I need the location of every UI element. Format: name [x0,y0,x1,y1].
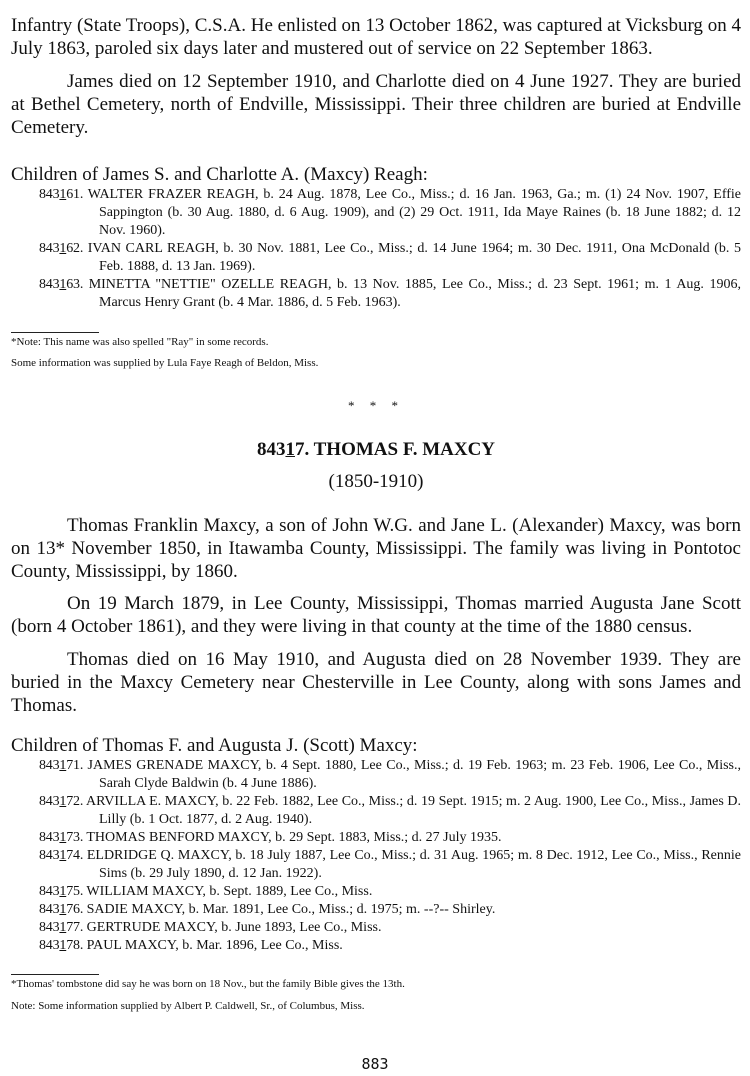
child-number: 843172. [39,794,84,809]
child-entry [11,937,741,955]
children-list [11,186,741,312]
child-text: THOMAS BENFORD MAXCY, b. 29 Sept. 1883, Miss.; d. 27 July 1935. [86,830,502,845]
children-heading: Children of Thomas F. and Augusta J. (Scott) Maxcy: [11,735,418,756]
children-section-maxcy [11,734,741,955]
footnotes-maxcy [11,974,741,1013]
bio-paragraph-1: Thomas Franklin Maxcy, a son of John W.G. and Jane L. (Alexander) Maxcy, was born on 13* November 1850, in Itawamba County, Mississippi. The family was living in Pontotoc County, Mississippi, by 1860. [11,515,741,582]
child-entry [11,186,741,240]
child-number: 843178. [39,938,84,953]
child-text: PAUL MAXCY, b. Mar. 1896, Lee Co., Miss. [86,938,343,953]
child-number: 843175. [39,884,84,899]
section-dates: (1850-1910) [328,471,424,492]
child-number: 843176. [39,902,84,917]
intro-paragraph-2: James died on 12 September 1910, and Charlotte died on 4 June 1927. They are buried at Bethel Cemetery, north of Endville, Mississippi. Their three children are buried at Endville Cemetery. [11,71,741,138]
child-text: GERTRUDE MAXCY, b. June 1893, Lee Co., Miss. [86,920,382,935]
child-entry [11,919,741,937]
child-number: 843163. [39,277,84,292]
footnote-rule [11,974,99,975]
child-number: 843161. [39,187,84,202]
child-text: IVAN CARL REAGH, b. 30 Nov. 1881, Lee Co., Miss.; d. 14 June 1964; m. 30 Dec. 1911, Ona McDonald (b. 5 Feb. 1888, d. 13 Jan. 1969). [87,241,741,274]
child-entry [11,883,741,901]
child-text: WALTER FRAZER REAGH, b. 24 Aug. 1878, Lee Co., Miss.; d. 16 Jan. 1963, Ga.; m. (1) 24 Nov. 1907, Effie Sappington (b. 30 Aug. 1880, d. 6 Aug. 1909), and (2) 29 Oct. 1911, Ida Maye Raines (b. 18 June 1882; d. 12 Nov. 1960). [87,187,741,238]
child-text: ARVILLA E. MAXCY, b. 22 Feb. 1882, Lee Co., Miss.; d. 19 Sept. 1915; m. 2 Aug. 1900, Lee Co., Miss., James D. Lilly (b. 1 Oct. 1877, d. 2 Aug. 1940). [85,794,741,827]
footnote-1: *Thomas' tombstone did say he was born on 18 Nov., but the family Bible gives the 13th. [11,978,405,990]
child-number: 843171. [39,758,84,773]
footnote-2: Some information was supplied by Lula Faye Reagh of Beldon, Miss. [11,357,319,369]
bio-paragraph-2: On 19 March 1879, in Lee County, Mississippi, Thomas married Augusta Jane Scott (born 4 October 1861), and they were living in that county at the time of the 1880 census. [11,593,741,637]
child-entry [11,757,741,793]
bio-paragraph-3: Thomas died on 16 May 1910, and Augusta died on 28 November 1939. They are buried in the Maxcy Cemetery near Chesterville in Lee County, along with sons James and Thomas. [11,649,741,716]
child-text: JAMES GRENADE MAXCY, b. 4 Sept. 1880, Lee Co., Miss.; d. 19 Feb. 1963; m. 23 Feb. 1906, Lee Co., Miss., Sarah Clyde Baldwin (b. 4 June 1886). [87,758,742,791]
children-list [11,757,741,955]
children-section-reagh [11,163,741,312]
child-number: 843174. [39,848,84,863]
child-entry [11,793,741,829]
intro-paragraph-1: Infantry (State Troops), C.S.A. He enlisted on 13 October 1862, was captured at Vicksburg on 4 July 1863, paroled six days later and mustered out of service on 22 September 1863. [11,15,741,59]
child-number: 843177. [39,920,84,935]
children-heading: Children of James S. and Charlotte A. (Maxcy) Reagh: [11,164,428,185]
child-entry [11,240,741,276]
child-text: WILLIAM MAXCY, b. Sept. 1889, Lee Co., Miss. [86,884,373,899]
child-text: ELDRIDGE Q. MAXCY, b. 18 July 1887, Lee Co., Miss.; d. 31 Aug. 1965; m. 8 Dec. 1912, Lee Co., Miss., Rennie Sims (b. 29 July 1890, d. 12 Jan. 1922). [86,848,741,881]
child-entry [11,829,741,847]
section-heading: 84317. THOMAS F. MAXCY [256,439,496,460]
footnotes-reagh [11,332,741,370]
child-text: SADIE MAXCY, b. Mar. 1891, Lee Co., Miss.; d. 1975; m. --?-- Shirley. [86,902,496,917]
child-entry [11,847,741,883]
page-number: 883 [361,1055,389,1073]
child-entry [11,901,741,919]
footnote-2: Note: Some information supplied by Albert P. Caldwell, Sr., of Columbus, Miss. [11,1000,365,1012]
footnote-1: *Note: This name was also spelled "Ray" in some records. [11,336,269,348]
child-text: MINETTA "NETTIE" OZELLE REAGH, b. 13 Nov. 1885, Lee Co., Miss.; d. 23 Sept. 1961; m. 1 Aug. 1906, Marcus Henry Grant (b. 4 Mar. 1886, d. 5 Feb. 1963). [88,277,741,310]
section-separator: * * * [348,398,404,413]
child-number: 843173. [39,830,84,845]
child-entry [11,276,741,312]
child-number: 843162. [39,241,84,256]
footnote-rule [11,332,99,333]
